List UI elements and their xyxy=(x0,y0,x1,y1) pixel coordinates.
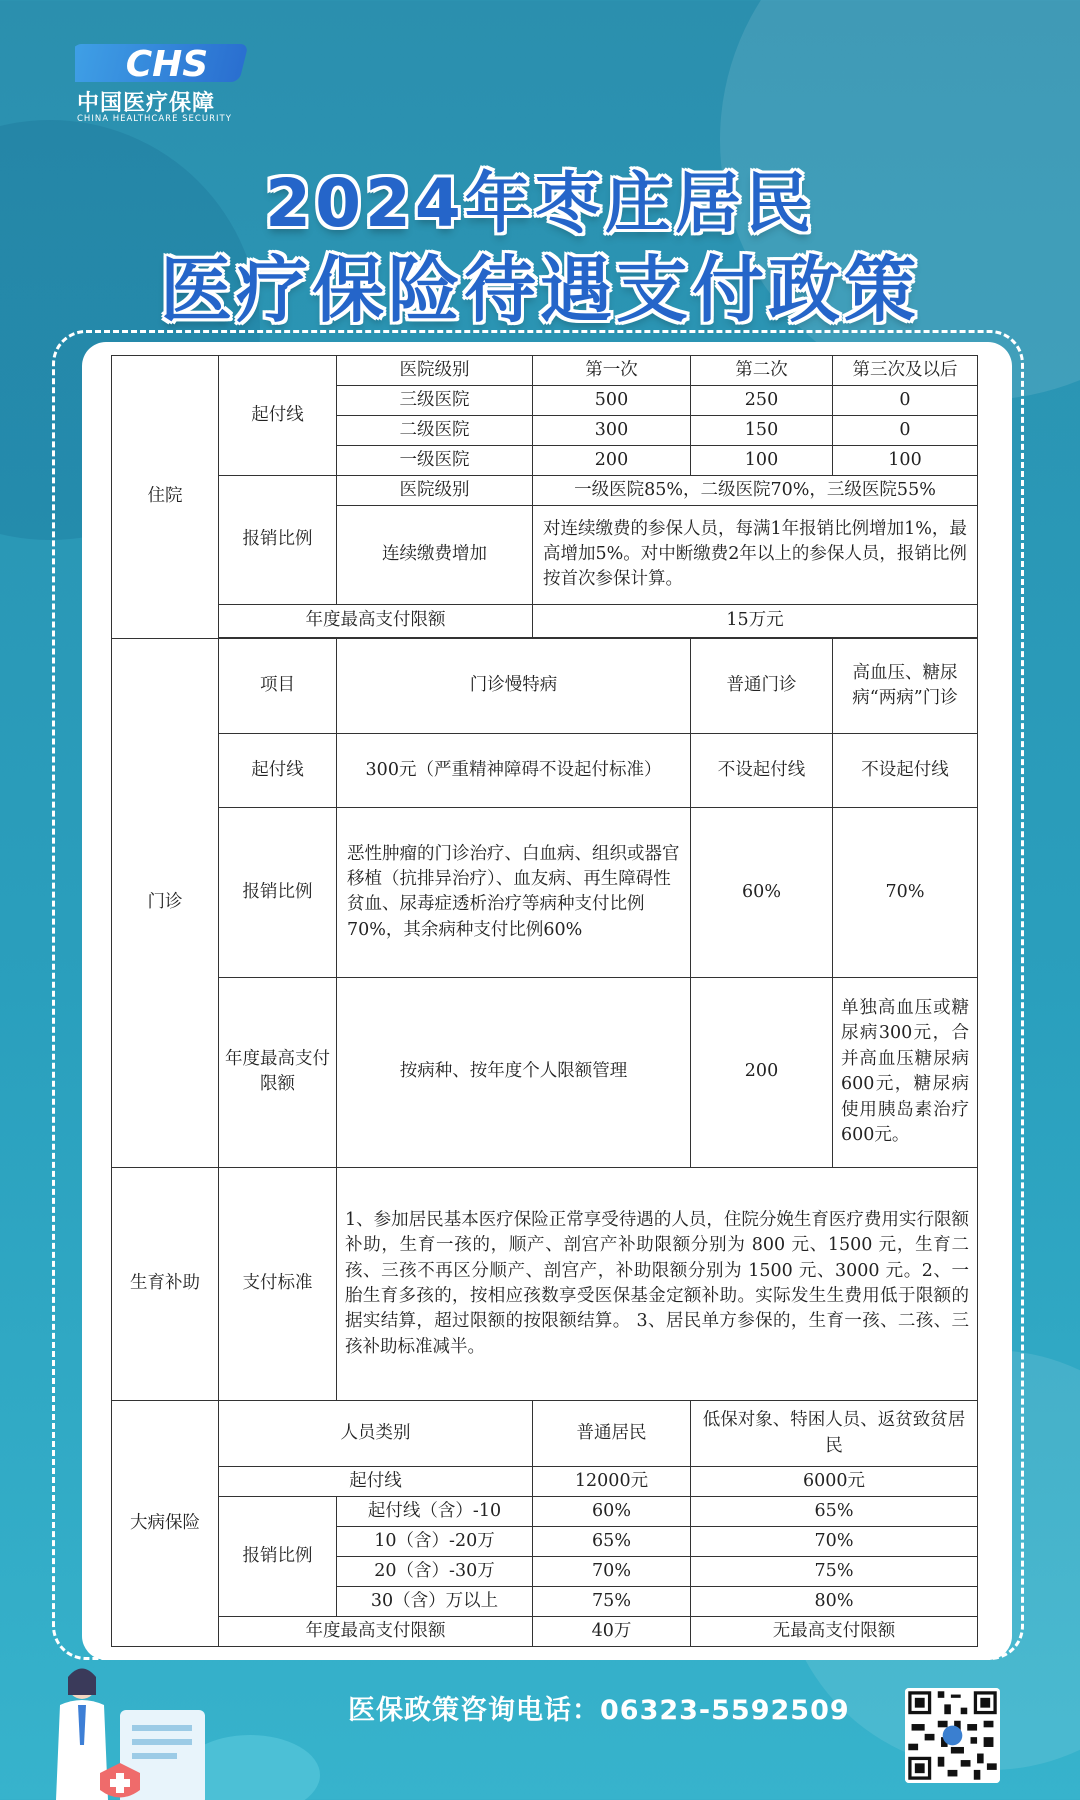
table-cell: 恶性肿瘤的门诊治疗、白血病、组织或器官移植（抗排异治疗）、血友病、再生障碍性贫血、尿毒症透析治疗等病种支付比例70%，其余病种支付比例60% xyxy=(337,808,691,977)
table-cell: 无最高支付限额 xyxy=(691,1616,978,1646)
table-row xyxy=(112,638,978,733)
table-header-cell: 第二次 xyxy=(691,356,833,386)
table-cell: 起付线 xyxy=(219,1467,533,1497)
table-cell: 单独高血压或糖尿病300元，合并高血压糖尿病600元，糖尿病使用胰岛素治疗600元。 xyxy=(833,977,978,1167)
table-cell: 200 xyxy=(691,977,833,1167)
table-cell: 70% xyxy=(833,808,978,977)
table-cell: 二级医院 xyxy=(337,415,533,445)
logo-english-text: CHINA HEALTHCARE SECURITY xyxy=(77,114,232,124)
table-cell: 300元（严重精神障碍不设起付标准） xyxy=(337,733,691,807)
table-row xyxy=(112,475,978,505)
table-cell: 60% xyxy=(533,1497,691,1527)
table-cell: 70% xyxy=(691,1527,978,1557)
table-cell: 普通居民 xyxy=(533,1401,691,1467)
chs-logo xyxy=(75,38,255,124)
table-cell: 年度最高支付限额 xyxy=(219,977,337,1167)
table-row xyxy=(112,1616,978,1646)
doctor-illustration xyxy=(20,1655,320,1800)
table-cell: 门诊慢特病 xyxy=(337,638,691,733)
table-cell: 不设起付线 xyxy=(833,733,978,807)
table-row xyxy=(112,977,978,1167)
table-row xyxy=(112,604,978,637)
table-cell: 30（含）万以上 xyxy=(337,1586,533,1616)
page-title-line2: 医疗保险待遇支付政策 xyxy=(159,248,920,332)
section-serious-illness: 大病保险 xyxy=(112,1401,219,1647)
table-cell: 12000元 xyxy=(533,1467,691,1497)
table-cell: 支付标准 xyxy=(219,1167,337,1400)
section-inpatient: 住院 xyxy=(112,356,219,639)
table-cell: 0 xyxy=(833,385,978,415)
table-cell: 对连续缴费的参保人员，每满1年报销比例增加1%，最高增加5%。对中断缴费2年以上的参保人员，报销比例按首次参保计算。 xyxy=(533,505,978,604)
chs-logo-text: CHS xyxy=(125,44,209,85)
table-row xyxy=(112,808,978,977)
table-row xyxy=(112,733,978,807)
table-header-cell: 第一次 xyxy=(533,356,691,386)
table-cell: 250 xyxy=(691,385,833,415)
table-cell: 10（含）-20万 xyxy=(337,1527,533,1557)
table-cell: 80% xyxy=(691,1586,978,1616)
table-header-cell: 医院级别 xyxy=(337,356,533,386)
table-cell: 报销比例 xyxy=(219,808,337,977)
table-cell: 100 xyxy=(691,445,833,475)
table-row xyxy=(112,356,978,386)
table-cell: 75% xyxy=(691,1557,978,1587)
table-cell: 60% xyxy=(691,808,833,977)
table-cell: 一级医院 xyxy=(337,445,533,475)
table-cell: 150 xyxy=(691,415,833,445)
inpatient-threshold-label: 起付线 xyxy=(219,356,337,476)
table-cell: 1、参加居民基本医疗保险正常享受待遇的人员，住院分娩生育医疗费用实行限额补助，生育一孩的，顺产、剖宫产补助限额分别为 800 元、1500 元，生育二孩、三孩不再区分顺产、剖宫产，补助限额分别为 1500 元、3000 元。2、一胎生育多孩的，按相应孩数享受医保基金定额补助。实际发生生费用低于限额的据实结算，超过限额的按限额结算。 3、居民单方参保的，生育一孩、二孩、三孩补助标准减半。 xyxy=(337,1167,978,1400)
table-header-cell: 第三次及以后 xyxy=(833,356,978,386)
table-cell: 0 xyxy=(833,415,978,445)
table-cell: 20（含）-30万 xyxy=(337,1557,533,1587)
section-maternity: 生育补助 xyxy=(112,1167,219,1400)
chs-logo-icon xyxy=(75,38,250,88)
page-title-line1: 2024年枣庄居民 xyxy=(265,165,815,242)
table-cell: 300 xyxy=(533,415,691,445)
table-cell: 连续缴费增加 xyxy=(337,505,533,604)
table-cell: 项目 xyxy=(219,638,337,733)
serious-ratio-label: 报销比例 xyxy=(219,1497,337,1617)
table-row xyxy=(112,1497,978,1527)
table-cell: 人员类别 xyxy=(219,1401,533,1467)
table-cell: 500 xyxy=(533,385,691,415)
table-row xyxy=(112,1167,978,1400)
table-cell: 6000元 xyxy=(691,1467,978,1497)
table-row xyxy=(112,1467,978,1497)
table-cell: 100 xyxy=(833,445,978,475)
table-cell: 年度最高支付限额 xyxy=(219,604,533,637)
qr-code-icon[interactable] xyxy=(905,1688,1000,1783)
table-cell: 三级医院 xyxy=(337,385,533,415)
table-cell: 75% xyxy=(533,1586,691,1616)
table-cell: 一级医院85%，二级医院70%，三级医院55% xyxy=(533,475,978,505)
table-cell: 70% xyxy=(533,1557,691,1587)
table-cell: 65% xyxy=(691,1497,978,1527)
table-cell: 高血压、糖尿病“两病”门诊 xyxy=(833,638,978,733)
table-row xyxy=(112,1401,978,1467)
table-cell: 不设起付线 xyxy=(691,733,833,807)
hotline-text: 医保政策咨询电话：06323-5592509 xyxy=(348,1695,850,1726)
table-cell: 医院级别 xyxy=(337,475,533,505)
table-cell: 年度最高支付限额 xyxy=(219,1616,533,1646)
table-cell: 按病种、按年度个人限额管理 xyxy=(337,977,691,1167)
policy-table xyxy=(111,355,978,1647)
inpatient-ratio-label: 报销比例 xyxy=(219,475,337,604)
table-cell: 起付线 xyxy=(219,733,337,807)
table-cell: 65% xyxy=(533,1527,691,1557)
table-cell: 普通门诊 xyxy=(691,638,833,733)
table-cell: 起付线（含）-10 xyxy=(337,1497,533,1527)
table-cell: 低保对象、特困人员、返贫致贫居民 xyxy=(691,1401,978,1467)
logo-chinese-text: 中国医疗保障 xyxy=(77,91,216,116)
table-cell: 40万 xyxy=(533,1616,691,1646)
table-cell: 15万元 xyxy=(533,604,978,637)
table-cell: 200 xyxy=(533,445,691,475)
section-outpatient: 门诊 xyxy=(112,638,219,1167)
